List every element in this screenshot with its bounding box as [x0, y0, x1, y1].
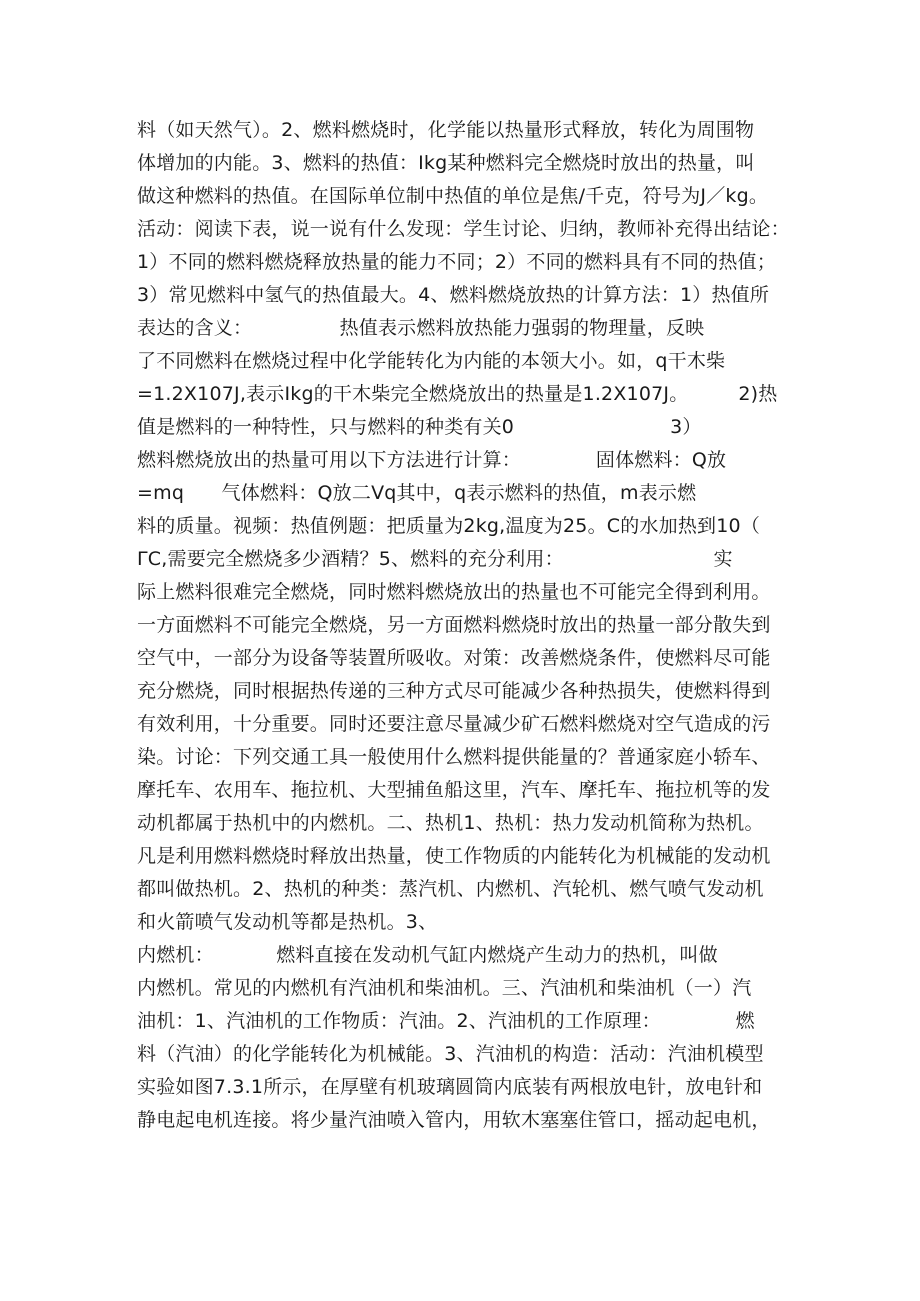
text-line: 摩托车、农用车、拖拉机、大型捕鱼船这里，汽车、摩托车、拖拉机等的发 [137, 779, 771, 801]
text-line: 了不同燃料在燃烧过程中化学能转化为内能的本领大小。如，q干木柴 [137, 350, 726, 372]
text-line: 内燃机。常见的内燃机有汽油机和柴油机。三、汽油机和柴油机（一）汽 [137, 977, 752, 999]
text-line: 际上燃料很难完全燃烧，同时燃料燃烧放出的热量也不可能完全得到利用。 [137, 581, 771, 603]
text-line: 空气中，一部分为设备等装置所吸收。对策：改善燃烧条件，使燃料尽可能 [137, 647, 771, 669]
text-line: 内燃机： 燃料直接在发动机气缸内燃烧产生动力的热机，叫做 [137, 944, 718, 966]
text-line: 实验如图7.3.1所示，在厚壁有机玻璃圆筒内底装有两根放电针，放电针和 [137, 1076, 763, 1098]
text-line: 料（汽油）的化学能转化为机械能。3、汽油机的构造：活动：汽油机模型 [137, 1043, 764, 1065]
text-line: 表达的含义： 热值表示燃料放热能力强弱的物理量，反映 [137, 317, 705, 339]
text-line: 料（如天然气）。2、燃料燃烧时，化学能以热量形式释放，转化为周围物 [137, 119, 755, 141]
text-line: 体增加的内能。3、燃料的热值：Ikg某种燃料完全燃烧时放出的热量，叫 [137, 152, 755, 174]
text-line: 活动：阅读下表，说一说有什么发现：学生讨论、归纳，教师补充得出结论： [137, 218, 790, 240]
text-line: =1.2X107J,表示Ikg的干木柴完全燃烧放出的热量是1.2X107J。 2)热 [137, 383, 778, 405]
text-line: 值是燃料的一种特性，只与燃料的种类有关0 3） [137, 416, 702, 438]
text-line: 静电起电机连接。将少量汽油喷入管内，用软木塞塞住管口，摇动起电机， [137, 1109, 771, 1131]
text-line: 一方面燃料不可能完全燃烧，另一方面燃料燃烧时放出的热量一部分散失到 [137, 614, 771, 636]
text-line: 料的质量。视频：热值例题：把质量为2kg,温度为25。C的水加热到10（ [137, 515, 761, 537]
text-line: 有效利用，十分重要。同时还要注意尽量减少矿石燃料燃烧对空气造成的污 [137, 713, 771, 735]
text-line: 和火箭喷气发动机等都是热机。3、 [137, 911, 438, 933]
text-line: 油机：1、汽油机的工作物质：汽油。2、汽油机的工作原理： 燃 [137, 1010, 755, 1032]
text-line: ΓC,需要完全燃烧多少酒精？5、燃料的充分利用： 实 [137, 548, 733, 570]
text-line: 动机都属于热机中的内燃机。二、热机1、热机：热力发动机简称为热机。 [137, 812, 764, 834]
text-line: 1）不同的燃料燃烧释放热量的能力不同；2）不同的燃料具有不同的热值； [137, 251, 776, 273]
text-line: 3）常见燃料中氢气的热值最大。4、燃料燃烧放热的计算方法：1）热值所 [137, 284, 770, 306]
text-line: 凡是利用燃料燃烧时释放出热量，使工作物质的内能转化为机械能的发动机 [137, 845, 771, 867]
text-line: 做这种燃料的热值。在国际单位制中热值的单位是焦/千克，符号为J／kg。 [137, 185, 769, 207]
text-line: 都叫做热机。2、热机的种类：蒸汽机、内燃机、汽轮机、燃气喷气发动机 [137, 878, 764, 900]
text-line: =mq 气体燃料：Q放二Vq其中，q表示燃料的热值，m表示燃 [137, 482, 697, 504]
text-line: 燃料燃烧放出的热量可用以下方法进行计算： 固体燃料：Q放 [137, 449, 727, 471]
text-line: 染。讨论：下列交通工具一般使用什么燃料提供能量的？普通家庭小轿车、 [137, 746, 771, 768]
text-line: 充分燃烧，同时根据热传递的三种方式尽可能减少各种热损失，使燃料得到 [137, 680, 771, 702]
